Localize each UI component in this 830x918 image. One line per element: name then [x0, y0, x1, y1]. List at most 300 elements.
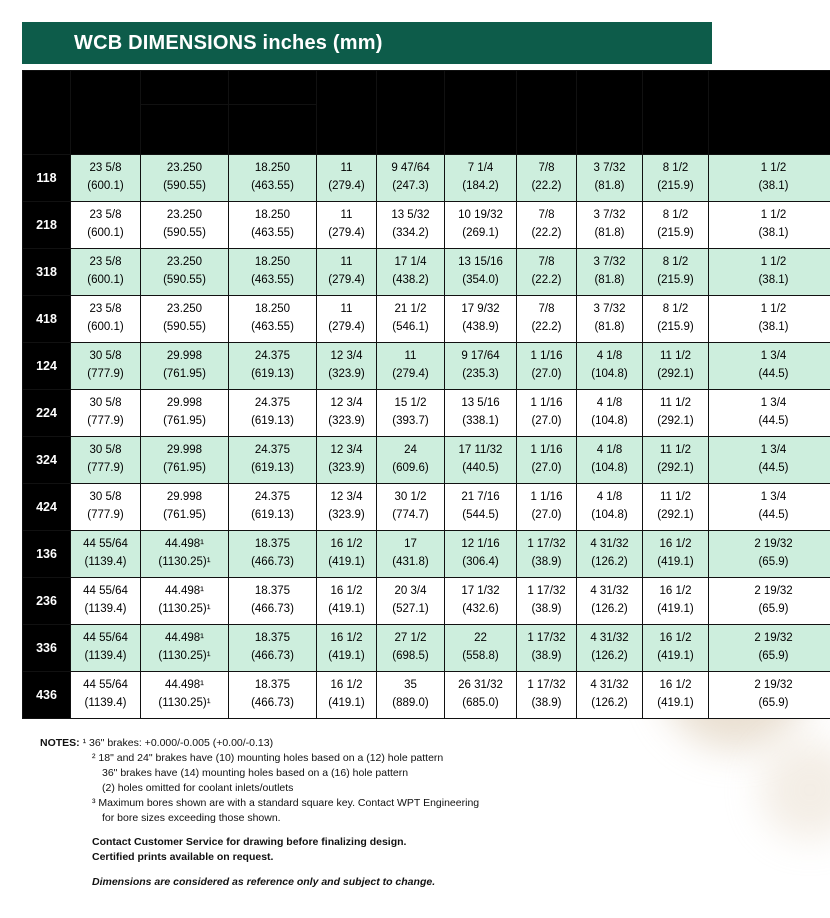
column-header-a: A: [71, 71, 141, 155]
tolerance-b-inch: +.000/-.003: [155, 114, 214, 127]
background-artifact: [760, 740, 830, 840]
cell-value-mm: (761.95): [163, 462, 206, 474]
notes-label: NOTES:: [40, 737, 80, 749]
cell-g: [517, 202, 577, 249]
cell-value-mm: (600.1): [87, 227, 124, 239]
cell-value-mm: (44.5): [758, 368, 789, 380]
cell-value-mm: (81.8): [594, 227, 625, 239]
cell-g: [517, 390, 577, 437]
cell-value-mm: (619.13): [251, 462, 294, 474]
cell-value-mm: (466.73): [251, 556, 294, 568]
table-row: [23, 484, 830, 531]
cell-value-mm: (65.9): [758, 697, 789, 709]
cell-value-mm: (292.1): [657, 415, 694, 427]
cell-value-inch: 30 5/8: [89, 350, 122, 363]
cell-value-inch: 8 1/2: [662, 303, 689, 316]
cell-value-mm: (777.9): [87, 415, 124, 427]
cell-d: [317, 484, 377, 531]
cell-value-mm: (338.1): [462, 415, 499, 427]
cell-value-mm: (438.9): [462, 321, 499, 333]
cell-c: [229, 343, 317, 390]
cell-value-mm: (698.5): [392, 650, 429, 662]
cell-a: [71, 531, 141, 578]
cell-value-inch: 1 1/2: [760, 303, 787, 316]
cell-value-inch: 12 3/4: [330, 444, 363, 457]
cell-c: [229, 249, 317, 296]
cell-value-inch: 22: [474, 632, 487, 645]
notes-line-9: Dimensions are considered as reference only and subject to change.: [92, 876, 436, 889]
cell-value-inch: 29.998: [166, 397, 203, 410]
cell-value-mm: (81.8): [594, 274, 625, 286]
cell-g: [517, 625, 577, 672]
cell-value-inch: 21 7/16: [461, 491, 500, 504]
cell-c: [229, 437, 317, 484]
cell-value-inch: 18.250: [254, 162, 291, 175]
cell-value-mm: (546.1): [392, 321, 429, 333]
table-row: [23, 390, 830, 437]
cell-value-mm: (761.95): [163, 509, 206, 521]
cell-value-inch: 1 3/4: [760, 491, 787, 504]
cell-value-mm: (126.2): [591, 650, 628, 662]
cell-g: [517, 672, 577, 719]
cell-value-mm: (466.73): [251, 603, 294, 615]
cell-value-mm: (419.1): [657, 697, 694, 709]
cell-value-inch: 18.250: [254, 209, 291, 222]
cell-value-inch: 23.250: [166, 256, 203, 269]
cell-value-inch: 3 7/32: [593, 256, 626, 269]
cell-value-mm: (126.2): [591, 603, 628, 615]
cell-h: [577, 578, 643, 625]
cell-value-inch: 24.375: [254, 397, 291, 410]
cell-e: [377, 578, 445, 625]
cell-value-mm: (1139.4): [84, 697, 127, 709]
cell-value-mm: (38.9): [531, 650, 562, 662]
cell-value-mm: (44.5): [758, 462, 789, 474]
cell-value-inch: 23.250: [166, 209, 203, 222]
cell-value-mm: (269.1): [462, 227, 499, 239]
cell-value-mm: (38.9): [531, 603, 562, 615]
cell-size: 318: [23, 249, 71, 296]
cell-value-inch: 11: [404, 350, 417, 363]
page-title: WCB DIMENSIONS inches (mm): [74, 32, 383, 54]
cell-value-inch: 1 3/4: [760, 397, 787, 410]
cell-b: [141, 202, 229, 249]
cell-value-mm: (334.2): [392, 227, 429, 239]
cell-d: [317, 249, 377, 296]
cell-c: [229, 672, 317, 719]
cell-value-inch: 44.498¹: [164, 538, 204, 551]
tolerance-c-mm: (+.08/-.00): [245, 130, 300, 143]
cell-value-mm: (438.2): [392, 274, 429, 286]
cell-value-inch: 1 17/32: [527, 585, 566, 598]
cell-j: [643, 390, 709, 437]
cell-value-mm: (44.5): [758, 415, 789, 427]
cell-value-mm: (609.6): [392, 462, 429, 474]
cell-value-inch: 4 31/32: [590, 585, 629, 598]
cell-value-mm: (65.9): [758, 603, 789, 615]
cell-value-inch: 24: [404, 444, 417, 457]
cell-value-inch: 23 5/8: [89, 303, 122, 316]
table-row: [23, 202, 830, 249]
cell-value-mm: (419.1): [328, 650, 365, 662]
cell-value-mm: (600.1): [87, 274, 124, 286]
cell-d: [317, 672, 377, 719]
cell-value-inch: 44 55/64: [83, 538, 128, 551]
column-header-e: E: [377, 71, 445, 155]
cell-h: [577, 296, 643, 343]
cell-b: [141, 437, 229, 484]
cell-value-inch: 13 5/16: [461, 397, 500, 410]
cell-value-mm: (323.9): [328, 415, 365, 427]
cell-e: [377, 390, 445, 437]
dimensions-table-container: [22, 70, 828, 719]
cell-value-inch: 4 31/32: [590, 538, 629, 551]
cell-size: 236: [23, 578, 71, 625]
cell-f: [445, 202, 517, 249]
cell-a: [71, 202, 141, 249]
cell-h: [577, 625, 643, 672]
cell-value-inch: 16 1/2: [330, 538, 363, 551]
tolerance-b: [141, 105, 229, 155]
notes-line-6: for bore sizes exceeding those shown.: [102, 811, 281, 824]
cell-size: 218: [23, 202, 71, 249]
cell-f: [445, 625, 517, 672]
cell-d: [317, 578, 377, 625]
cell-value-inch: 13 15/16: [458, 256, 503, 269]
cell-value-inch: 1 17/32: [527, 679, 566, 692]
cell-value-mm: (27.0): [531, 368, 562, 380]
cell-value-inch: 1 17/32: [527, 632, 566, 645]
cell-value-inch: 8 1/2: [662, 256, 689, 269]
cell-value-inch: 16 1/2: [659, 585, 692, 598]
cell-a: [71, 296, 141, 343]
cell-value-inch: 20 3/4: [394, 585, 427, 598]
cell-value-inch: 16 1/2: [659, 679, 692, 692]
cell-value-mm: (419.1): [328, 603, 365, 615]
cell-value-inch: 8 1/2: [662, 162, 689, 175]
cell-b: [141, 296, 229, 343]
cell-value-mm: (323.9): [328, 462, 365, 474]
cell-value-inch: 9 47/64: [391, 162, 430, 175]
cell-value-inch: 11: [340, 256, 353, 269]
cell-k: [709, 437, 830, 484]
cell-h: [577, 155, 643, 202]
cell-value-inch: 23.250: [166, 303, 203, 316]
cell-h: [577, 202, 643, 249]
cell-value-inch: 12 3/4: [330, 397, 363, 410]
cell-value-mm: (279.4): [328, 321, 365, 333]
cell-k: [709, 155, 830, 202]
cell-value-inch: 29.998: [166, 444, 203, 457]
cell-value-inch: 17 11/32: [458, 444, 503, 457]
cell-size: 324: [23, 437, 71, 484]
cell-value-mm: (184.2): [462, 180, 499, 192]
cell-value-mm: (419.1): [328, 697, 365, 709]
cell-d: [317, 155, 377, 202]
cell-value-inch: 4 1/8: [596, 444, 623, 457]
cell-j: [643, 578, 709, 625]
cell-value-mm: (590.55): [163, 180, 206, 192]
cell-f: [445, 437, 517, 484]
cell-k: [709, 625, 830, 672]
cell-e: [377, 155, 445, 202]
cell-value-inch: 7/8: [538, 303, 555, 316]
cell-k: [709, 296, 830, 343]
cell-b: [141, 625, 229, 672]
cell-k: [709, 343, 830, 390]
cell-g: [517, 437, 577, 484]
table-row: [23, 249, 830, 296]
cell-value-inch: 26 31/32: [458, 679, 503, 692]
cell-value-inch: 4 31/32: [590, 632, 629, 645]
cell-value-inch: 24.375: [254, 491, 291, 504]
cell-value-inch: 16 1/2: [659, 632, 692, 645]
cell-value-mm: (104.8): [591, 368, 628, 380]
cell-value-mm: (619.13): [251, 368, 294, 380]
cell-value-mm: (323.9): [328, 509, 365, 521]
cell-value-inch: 1 1/16: [530, 397, 563, 410]
cell-value-inch: 1 1/2: [760, 256, 787, 269]
cell-value-inch: 15 1/2: [394, 397, 427, 410]
cell-k: [709, 202, 830, 249]
cell-value-inch: 11 1/2: [659, 444, 692, 457]
cell-d: [317, 296, 377, 343]
tolerance-b-mm: (+.00/-.08): [157, 130, 212, 143]
cell-value-mm: (777.9): [87, 509, 124, 521]
cell-size: 418: [23, 296, 71, 343]
cell-j: [643, 155, 709, 202]
cell-value-mm: (590.55): [163, 274, 206, 286]
column-header-size: SIZE: [23, 71, 71, 155]
cell-value-inch: 16 1/2: [330, 679, 363, 692]
cell-value-mm: (440.5): [462, 462, 499, 474]
cell-value-inch: 2 19/32: [754, 679, 793, 692]
cell-value-inch: 16 1/2: [330, 632, 363, 645]
cell-value-mm: (235.3): [462, 368, 499, 380]
cell-value-mm: (419.1): [657, 556, 694, 568]
cell-value-inch: 4 1/8: [596, 350, 623, 363]
cell-value-mm: (215.9): [657, 227, 694, 239]
cell-value-inch: 23 5/8: [89, 256, 122, 269]
cell-value-mm: (104.8): [591, 462, 628, 474]
cell-a: [71, 484, 141, 531]
cell-d: [317, 343, 377, 390]
cell-value-mm: (279.4): [328, 227, 365, 239]
cell-value-mm: (1130.25)¹: [158, 650, 211, 662]
cell-f: [445, 155, 517, 202]
cell-a: [71, 155, 141, 202]
cell-g: [517, 531, 577, 578]
cell-k: [709, 390, 830, 437]
cell-value-mm: (1130.25)¹: [158, 697, 211, 709]
cell-value-inch: 2 19/32: [754, 538, 793, 551]
cell-c: [229, 202, 317, 249]
cell-b: [141, 484, 229, 531]
cell-value-mm: (81.8): [594, 180, 625, 192]
cell-value-mm: (1139.4): [84, 556, 127, 568]
cell-value-inch: 1 17/32: [527, 538, 566, 551]
table-header: [23, 71, 830, 155]
cell-j: [643, 625, 709, 672]
cell-value-inch: 18.250: [254, 256, 291, 269]
cell-value-inch: 13 5/32: [391, 209, 430, 222]
cell-value-mm: (463.55): [251, 180, 294, 192]
table-row: [23, 437, 830, 484]
notes-line-8: Certified prints available on request.: [92, 851, 274, 864]
dimensions-table: [22, 70, 830, 719]
cell-b: [141, 343, 229, 390]
cell-value-inch: 18.375: [254, 538, 291, 551]
notes-line-5: ³ Maximum bores shown are with a standard square key. Contact WPT Engineering: [92, 796, 480, 809]
cell-value-mm: (306.4): [462, 556, 499, 568]
cell-value-mm: (600.1): [87, 180, 124, 192]
cell-value-inch: 12 1/16: [461, 538, 500, 551]
cell-value-mm: (619.13): [251, 415, 294, 427]
cell-value-inch: 30 5/8: [89, 491, 122, 504]
cell-value-inch: 9 17/64: [461, 350, 500, 363]
table-row: [23, 625, 830, 672]
cell-b: [141, 249, 229, 296]
cell-value-inch: 12 3/4: [330, 491, 363, 504]
notes-block: [40, 736, 660, 890]
cell-value-mm: (889.0): [392, 697, 429, 709]
cell-value-mm: (65.9): [758, 650, 789, 662]
cell-c: [229, 155, 317, 202]
column-header-h: H: [577, 71, 643, 155]
cell-value-inch: 23 5/8: [89, 209, 122, 222]
cell-g: [517, 155, 577, 202]
cell-c: [229, 484, 317, 531]
cell-value-inch: 35: [404, 679, 417, 692]
cell-a: [71, 437, 141, 484]
cell-value-mm: (27.0): [531, 509, 562, 521]
cell-value-inch: 44.498¹: [164, 679, 204, 692]
cell-value-mm: (1130.25)¹: [158, 603, 211, 615]
column-header-g: G: [517, 71, 577, 155]
cell-value-inch: 21 1/2: [394, 303, 427, 316]
cell-value-inch: 24.375: [254, 350, 291, 363]
column-header-c: C: [229, 71, 317, 105]
cell-size: 336: [23, 625, 71, 672]
cell-f: [445, 390, 517, 437]
cell-d: [317, 437, 377, 484]
cell-h: [577, 672, 643, 719]
cell-value-inch: 27 1/2: [394, 632, 427, 645]
cell-value-inch: 4 1/8: [596, 397, 623, 410]
cell-value-mm: (104.8): [591, 415, 628, 427]
cell-b: [141, 531, 229, 578]
cell-value-mm: (761.95): [163, 415, 206, 427]
cell-value-mm: (38.1): [758, 321, 789, 333]
cell-value-inch: 18.375: [254, 679, 291, 692]
cell-value-inch: 23.250: [166, 162, 203, 175]
cell-j: [643, 531, 709, 578]
cell-f: [445, 531, 517, 578]
cell-d: [317, 625, 377, 672]
cell-e: [377, 625, 445, 672]
cell-j: [643, 343, 709, 390]
cell-value-inch: 3 7/32: [593, 303, 626, 316]
cell-value-mm: (44.5): [758, 509, 789, 521]
cell-a: [71, 578, 141, 625]
cell-value-inch: 24.375: [254, 444, 291, 457]
cell-value-inch: 1 1/2: [760, 162, 787, 175]
cell-value-inch: 8 1/2: [662, 209, 689, 222]
cell-a: [71, 625, 141, 672]
cell-g: [517, 484, 577, 531]
cell-value-inch: 30 5/8: [89, 397, 122, 410]
cell-e: [377, 343, 445, 390]
table-row: [23, 578, 830, 625]
cell-d: [317, 390, 377, 437]
cell-value-mm: (419.1): [657, 603, 694, 615]
cell-value-mm: (104.8): [591, 509, 628, 521]
cell-e: [377, 672, 445, 719]
cell-k: [709, 578, 830, 625]
cell-size: 124: [23, 343, 71, 390]
cell-value-inch: 17 1/4: [394, 256, 427, 269]
cell-value-mm: (1139.4): [84, 603, 127, 615]
cell-value-mm: (292.1): [657, 509, 694, 521]
cell-value-mm: (774.7): [392, 509, 429, 521]
cell-value-mm: (685.0): [462, 697, 499, 709]
cell-value-mm: (1139.4): [84, 650, 127, 662]
cell-e: [377, 296, 445, 343]
table-row: [23, 672, 830, 719]
table-body: [23, 155, 830, 719]
cell-value-mm: (544.5): [462, 509, 499, 521]
cell-k: [709, 484, 830, 531]
cell-d: [317, 202, 377, 249]
cell-value-mm: (432.6): [462, 603, 499, 615]
cell-c: [229, 625, 317, 672]
cell-h: [577, 390, 643, 437]
cell-value-mm: (777.9): [87, 368, 124, 380]
cell-value-inch: 4 31/32: [590, 679, 629, 692]
cell-value-mm: (279.4): [328, 274, 365, 286]
cell-value-mm: (590.55): [163, 227, 206, 239]
cell-value-mm: (215.9): [657, 321, 694, 333]
cell-d: [317, 531, 377, 578]
cell-value-inch: 18.375: [254, 585, 291, 598]
cell-value-inch: 16 1/2: [330, 585, 363, 598]
cell-f: [445, 343, 517, 390]
cell-value-mm: (126.2): [591, 556, 628, 568]
cell-b: [141, 578, 229, 625]
cell-a: [71, 390, 141, 437]
cell-e: [377, 437, 445, 484]
cell-value-mm: (463.55): [251, 227, 294, 239]
column-header-d: D: [317, 71, 377, 155]
cell-value-inch: 4 1/8: [596, 491, 623, 504]
cell-value-inch: 44 55/64: [83, 585, 128, 598]
column-header-f: F: [445, 71, 517, 155]
cell-k: [709, 531, 830, 578]
cell-value-mm: (38.1): [758, 227, 789, 239]
cell-value-inch: 1 1/16: [530, 444, 563, 457]
cell-value-mm: (527.1): [392, 603, 429, 615]
cell-f: [445, 578, 517, 625]
cell-a: [71, 672, 141, 719]
cell-value-mm: (247.3): [392, 180, 429, 192]
cell-value-mm: (215.9): [657, 274, 694, 286]
cell-value-inch: 18.375: [254, 632, 291, 645]
cell-h: [577, 437, 643, 484]
cell-g: [517, 343, 577, 390]
cell-j: [643, 484, 709, 531]
table-row: [23, 155, 830, 202]
cell-value-mm: (81.8): [594, 321, 625, 333]
